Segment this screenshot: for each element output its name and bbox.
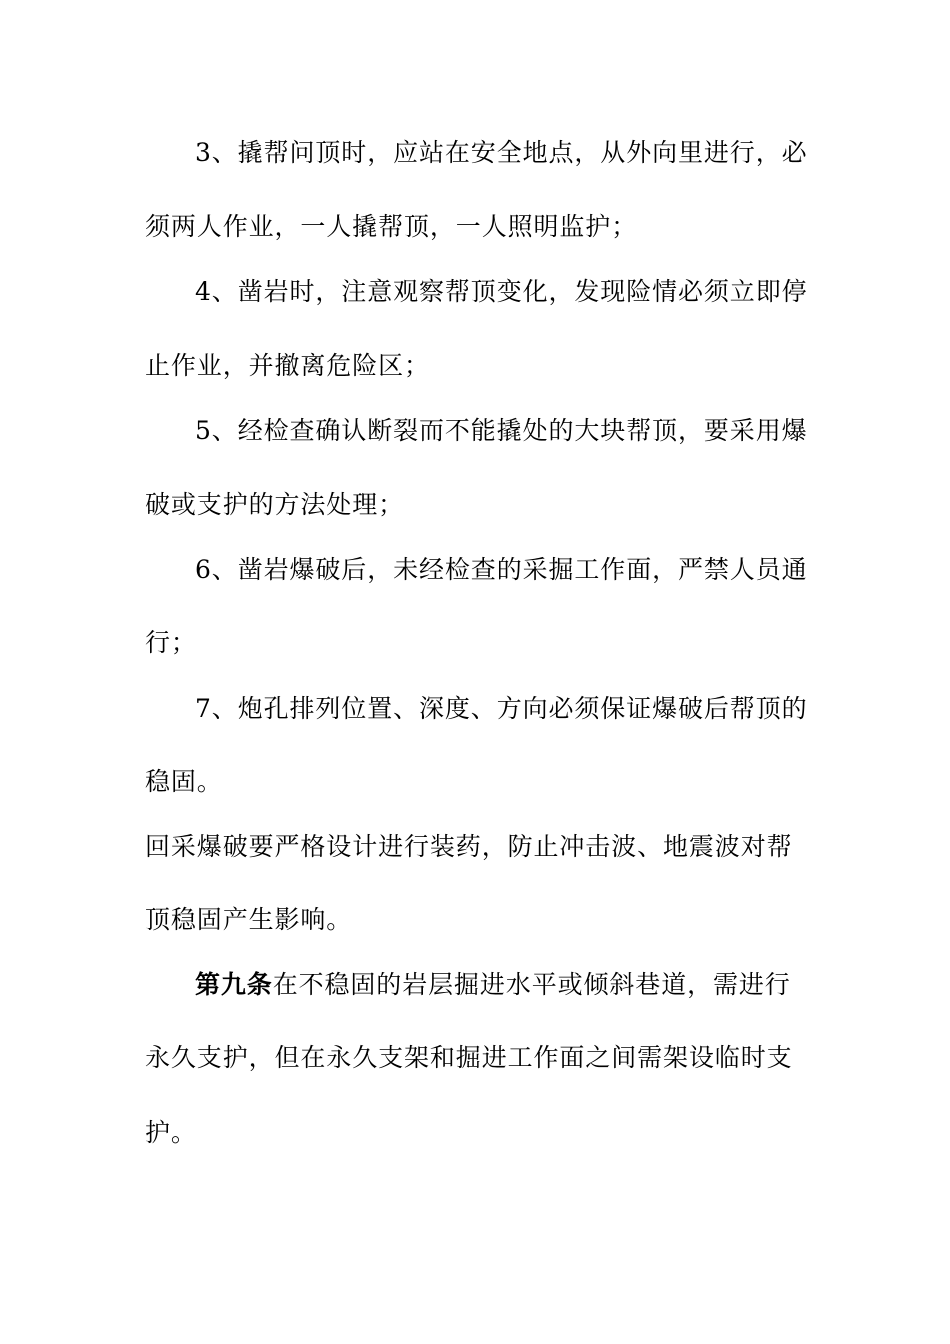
item-4-line-2: 止作业，并撤离危险区；: [145, 351, 430, 380]
item-6-line-1: 6、凿岩爆破后，未经检查的采掘工作面，严禁人员通: [195, 555, 808, 584]
article-heading: 第九条: [195, 970, 273, 999]
item-5-line-2: 破或支护的方法处理；: [145, 490, 405, 519]
article-9-line-3: 护。: [145, 1118, 197, 1147]
item-7-line-1: 7、炮孔排列位置、深度、方向必须保证爆破后帮顶的: [195, 694, 808, 723]
item-4-line-1: 4、凿岩时，注意观察帮顶变化，发现险情必须立即停: [195, 277, 808, 306]
item-6-line-2: 行；: [145, 628, 197, 657]
note-line-2: 顶稳固产生影响。: [145, 905, 353, 934]
item-7-line-2: 稳固。: [145, 767, 223, 796]
item-5-line-1: 5、经检查确认断裂而不能撬处的大块帮顶，要采用爆: [195, 416, 808, 445]
article-9-text: 在不稳固的岩层掘进水平或倾斜巷道，需进行: [272, 970, 791, 999]
article-9-line-2: 永久支护，但在永久支架和掘进工作面之间需架设临时支: [145, 1043, 793, 1072]
item-3-line-1: 3、撬帮问顶时，应站在安全地点，从外向里进行，必: [195, 138, 808, 167]
note-line-1: 回采爆破要严格设计进行装药，防止冲击波、地震波对帮: [145, 832, 793, 861]
item-3-line-2: 须两人作业，一人撬帮顶，一人照明监护；: [145, 212, 638, 241]
article-9-line-1: [195, 970, 791, 1000]
